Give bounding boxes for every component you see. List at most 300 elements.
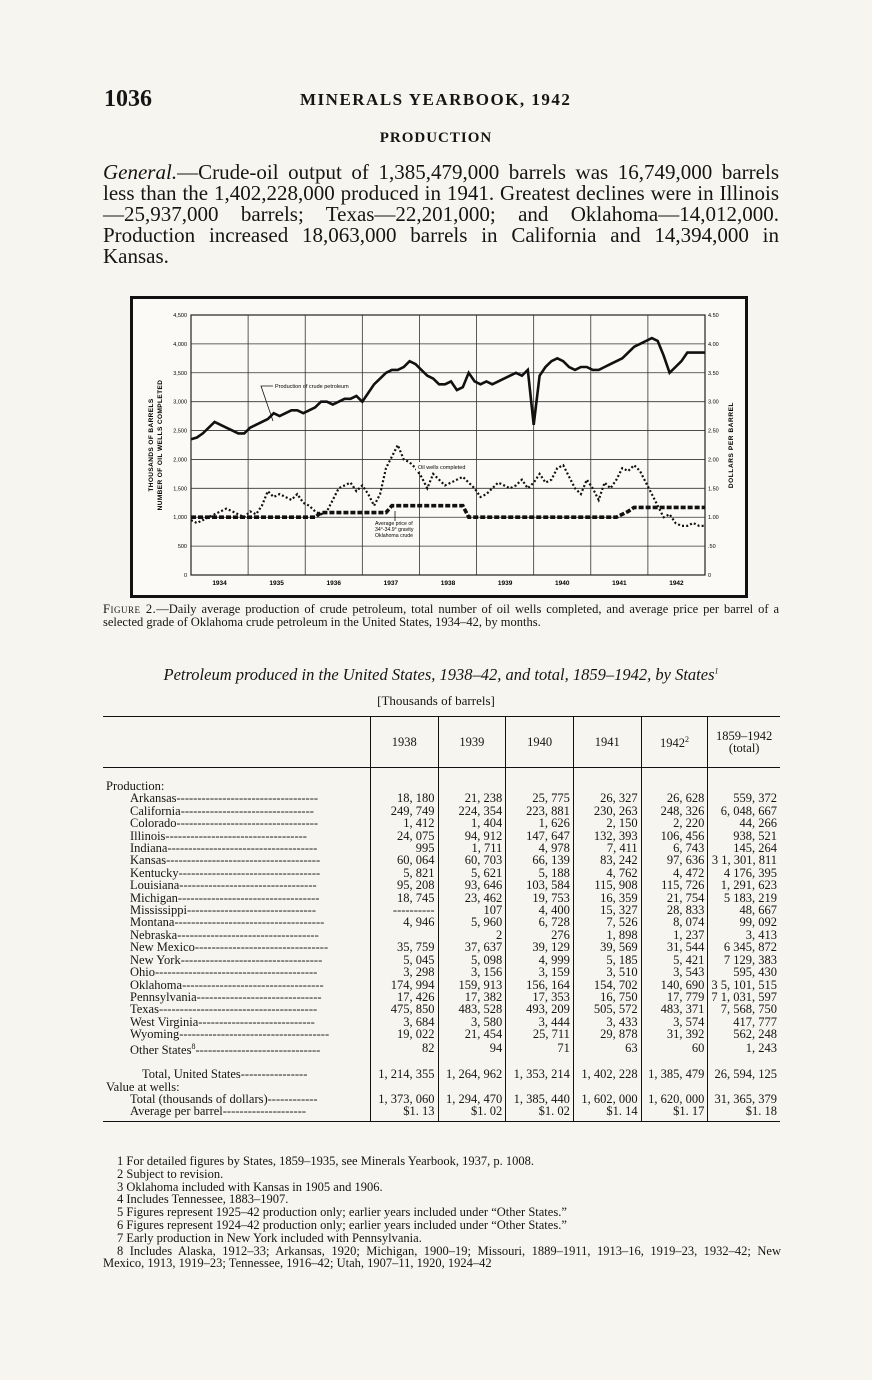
table-cell: 18, 180	[370, 792, 438, 804]
leader-dots: ------------------------------------	[179, 1027, 330, 1042]
row-name: New Mexico	[130, 940, 195, 955]
left-tick-label: 1,000	[173, 515, 187, 522]
table-row	[103, 854, 780, 866]
table-cell: 31, 544	[641, 941, 708, 953]
table-cell: 19, 753	[506, 892, 574, 904]
row-label	[103, 854, 370, 866]
table-cell: 4, 946	[370, 916, 438, 928]
intro-text: —Crude-oil output of 1,385,479,000 barrels was 16,749,000 barrels less than the 1,402,228,000 produced in 1941. Greatest declines were in Illinois—25,937,000 barrels; Texas—22,201,000; and Oklahoma—14,012,000. Production increased 18,063,000 barrels in California and 14,394,000 in Kansas.	[103, 160, 779, 268]
footnotes	[103, 1155, 781, 1270]
table-cell: 4, 762	[573, 867, 641, 879]
table-cell: 1, 898	[573, 929, 641, 941]
table-cell: 7, 526	[573, 916, 641, 928]
row-name: Arkansas	[130, 791, 177, 806]
footnote-7: 7 Early production in New York included with Pennsylvania.	[117, 1230, 422, 1245]
table-cell: 5, 188	[506, 867, 574, 879]
left-tick-label: 2,000	[173, 457, 187, 464]
table-cell: $1. 13	[370, 1105, 438, 1121]
table-cell: 3, 156	[438, 966, 506, 978]
left-tick-label: 500	[177, 544, 187, 551]
table-cell: 3, 684	[370, 1016, 438, 1028]
row-name: Michigan	[130, 890, 178, 905]
table-cell: 4, 978	[506, 842, 574, 854]
table-cell: 159, 913	[438, 979, 506, 991]
leader-dots: ---------------------------------	[179, 878, 317, 893]
row-label	[103, 1041, 370, 1057]
leader-dots: ----------------------------------	[178, 865, 321, 880]
value-row	[103, 1105, 780, 1121]
table-cell	[438, 768, 506, 781]
x-tick-label: 1940	[554, 580, 570, 587]
footnote-3: 3 Oklahoma included with Kansas in 1905 and 1906.	[117, 1179, 383, 1194]
table-cell: 83, 242	[573, 854, 641, 866]
table-cell: 21, 238	[438, 792, 506, 804]
table-cell: 28, 833	[641, 904, 708, 916]
table-cell: 19, 022	[370, 1028, 438, 1040]
table-cell: 24, 075	[370, 830, 438, 842]
footnote-1: 1 For detailed figures by States, 1859–1935, see Minerals Yearbook, 1937, p. 1008.	[117, 1154, 534, 1168]
table-cell: 156, 164	[506, 979, 574, 991]
footnote-2: 2 Subject to revision.	[117, 1166, 224, 1181]
x-tick-label: 1939	[497, 580, 513, 587]
table-cell: 17, 353	[506, 991, 574, 1003]
header-1940: 1940	[506, 717, 574, 768]
total-row	[103, 1068, 780, 1080]
left-tick-label: 0	[183, 573, 187, 579]
table-cell: 7, 411	[573, 842, 641, 854]
table-cell: 15, 327	[573, 904, 641, 916]
header-1939: 1939	[438, 717, 506, 768]
leader-dots: ------------------------------------	[174, 915, 325, 930]
table-cell: 5, 621	[438, 867, 506, 879]
table-cell: 248, 326	[641, 805, 708, 817]
page-number: 1036	[104, 86, 152, 112]
table-cell: 1, 711	[438, 842, 506, 854]
table-cell: 39, 569	[573, 941, 641, 953]
table-cell: 154, 702	[573, 979, 641, 991]
leader-dots: ----------------------------------	[165, 828, 307, 843]
price-annotation-1: Average price of	[375, 521, 413, 527]
table-cell: 1, 294, 470	[438, 1093, 506, 1105]
row-label	[103, 879, 370, 891]
row-name: Ohio	[130, 965, 155, 980]
row-name: Kentucky	[130, 865, 179, 880]
table-cell: $1. 14	[573, 1105, 641, 1121]
table-cell: 4 176, 395	[708, 867, 780, 879]
table-row	[103, 1028, 780, 1040]
left-tick-label: 4,000	[173, 341, 187, 348]
price-annotation-3: Oklahoma crude	[375, 533, 414, 539]
table-row	[103, 916, 780, 928]
table-cell: 1, 243	[708, 1041, 780, 1057]
table-cell: 2	[438, 929, 506, 941]
table-cell: 938, 521	[708, 830, 780, 842]
table-cell: 3, 433	[573, 1016, 641, 1028]
leader-dots: ------------------------------	[195, 1042, 321, 1057]
right-tick-label: 2.00	[708, 457, 719, 464]
table-cell: 21, 754	[641, 892, 708, 904]
table-cell: 4, 999	[506, 954, 574, 966]
table-cell: 1, 626	[506, 817, 574, 829]
row-name: Illinois	[130, 828, 166, 843]
running-head: MINERALS YEARBOOK, 1942	[300, 90, 572, 109]
x-tick-label: 1942	[669, 580, 684, 587]
row-label	[103, 1028, 370, 1040]
table-cell: 3 5, 101, 515	[708, 979, 780, 991]
table-cell	[708, 768, 780, 781]
table-cell: 37, 637	[438, 941, 506, 953]
left-tick-label: 2,500	[173, 428, 187, 435]
table-cell: 26, 628	[641, 792, 708, 804]
table-unit: [Thousands of barrels]	[377, 693, 495, 708]
leader-dots: --------------------------------------	[158, 1002, 318, 1017]
header-1942-label: 1942	[659, 736, 685, 751]
row-name: Total (thousands of dollars)	[130, 1091, 268, 1106]
table-cell: 1, 237	[641, 929, 708, 941]
table-cell	[370, 768, 438, 781]
row-name: Nebraska	[130, 927, 178, 942]
table-cell: 147, 647	[506, 830, 574, 842]
footnote-4: 4 Includes Tennessee, 1883–1907.	[117, 1192, 289, 1207]
table-cell: 94, 912	[438, 830, 506, 842]
row-name: Kansas	[130, 853, 167, 868]
table-cell: 3, 510	[573, 966, 641, 978]
price-annotation-2: 34°-34.9° gravity	[375, 527, 414, 533]
intro-paragraph	[103, 162, 779, 267]
table-cell: 7, 568, 750	[708, 1003, 780, 1015]
section-title: PRODUCTION	[379, 130, 493, 146]
table-cell: 35, 759	[370, 941, 438, 953]
row-label	[103, 792, 370, 804]
x-tick-label: 1938	[440, 580, 456, 587]
right-tick-label: 0	[708, 573, 712, 579]
table-cell: 3, 543	[641, 966, 708, 978]
leader-dots: ----------------------------------	[180, 952, 323, 967]
table-cell: 5, 821	[370, 867, 438, 879]
table-cell: 559, 372	[708, 792, 780, 804]
table-cell: 417, 777	[708, 1016, 780, 1028]
leader-dots: -------------------------------	[186, 903, 317, 918]
table-title-text: Petroleum produced in the United States, 1938–42, and total, 1859–1942, by States	[163, 665, 715, 684]
leader-dots: ----------------------------------	[176, 791, 319, 806]
chart-svg	[133, 299, 745, 595]
table-cell: 2, 220	[641, 817, 708, 829]
table-cell: 276	[506, 929, 574, 941]
table-cell: $1. 17	[641, 1105, 708, 1121]
table-cell: 5, 421	[641, 954, 708, 966]
table-cell: 1, 602, 000	[573, 1093, 641, 1105]
row-label	[103, 1105, 370, 1121]
table-cell: 16, 359	[573, 892, 641, 904]
leader-dots: ----------------------------	[198, 1014, 315, 1029]
table-cell: 93, 646	[438, 879, 506, 891]
table-cell: 4, 400	[506, 904, 574, 916]
figure-caption-text: —Daily average production of crude petroleum, total number of oil wells completed, and average price per barrel of a selected grade of Oklahoma crude petroleum in the United States, 1934–42, by months.	[103, 602, 779, 629]
table-header-row	[103, 717, 780, 768]
table-cell: $1. 02	[506, 1105, 574, 1121]
table-cell: 82	[370, 1041, 438, 1057]
table-cell: 493, 209	[506, 1003, 574, 1015]
table-cell: 7 1, 031, 597	[708, 991, 780, 1003]
production-pointer	[261, 386, 273, 421]
table-cell: 29, 878	[573, 1028, 641, 1040]
table-cell: 5, 045	[370, 954, 438, 966]
table-cell: 48, 667	[708, 904, 780, 916]
table-cell: 1, 385, 440	[506, 1093, 574, 1105]
table-cell: 3 1, 301, 811	[708, 854, 780, 866]
series-line-3	[191, 506, 705, 518]
table-cell: 6 345, 872	[708, 941, 780, 953]
table-row	[103, 879, 780, 891]
row-label	[103, 817, 370, 829]
right-tick-label: 4.50	[708, 313, 719, 319]
row-name: West Virginia	[130, 1014, 199, 1029]
value-label-row-label: Value at wells:	[106, 1079, 180, 1094]
table-cell: 3, 413	[708, 929, 780, 941]
table-cell: 223, 881	[506, 805, 574, 817]
table-cell: 562, 248	[708, 1028, 780, 1040]
leader-dots: --------------------------------	[180, 803, 314, 818]
table-cell: 3, 580	[438, 1016, 506, 1028]
table-cell	[506, 768, 574, 781]
table-cell: 1, 412	[370, 817, 438, 829]
left-tick-label: 3,500	[173, 370, 187, 377]
table-cell: 97, 636	[641, 854, 708, 866]
right-tick-label: 2.50	[708, 428, 719, 435]
table-cell: 505, 572	[573, 1003, 641, 1015]
table-row	[103, 941, 780, 953]
left-tick-label: 1,500	[173, 486, 187, 493]
table-cell: 26, 327	[573, 792, 641, 804]
leader-dots: ----------------------------------	[176, 816, 319, 831]
table-cell: 140, 690	[641, 979, 708, 991]
series-line-2	[191, 445, 705, 526]
table-cell: $1. 02	[438, 1105, 506, 1121]
table-cell: 224, 354	[438, 805, 506, 817]
x-tick-label: 1937	[383, 580, 399, 587]
table-cell: 145, 264	[708, 842, 780, 854]
table-cell: 103, 584	[506, 879, 574, 891]
table-cell: $1. 18	[708, 1105, 780, 1121]
table-body	[103, 768, 780, 1122]
table-cell: 1, 291, 623	[708, 879, 780, 891]
table-row	[103, 1003, 780, 1015]
leader-dots: ----------------------------------	[177, 890, 320, 905]
table-cell: 174, 994	[370, 979, 438, 991]
x-tick-label: 1934	[212, 580, 227, 587]
row-label	[103, 916, 370, 928]
table-cell: 7 129, 383	[708, 954, 780, 966]
x-tick-label: 1941	[612, 580, 627, 587]
leader-dots: ------------------------------------	[167, 841, 318, 856]
row-label	[103, 1068, 370, 1080]
table-cell: 249, 749	[370, 805, 438, 817]
production-label-row-label: Production:	[106, 779, 165, 793]
leader-dots: ---------------------------------------	[155, 965, 318, 980]
header-total: 1859–1942 (total)	[708, 717, 780, 768]
series-line-1	[191, 338, 705, 439]
table-cell: 5, 098	[438, 954, 506, 966]
table-cell: 6, 728	[506, 916, 574, 928]
left-axis-label-1: THOUSANDS OF BARRELS	[148, 398, 155, 492]
row-label	[103, 941, 370, 953]
table-title	[103, 665, 779, 685]
row-name: Average per barrel	[130, 1104, 223, 1119]
table-cell: 3, 159	[506, 966, 574, 978]
table-cell: 5, 185	[573, 954, 641, 966]
leader-dots: ----------------	[240, 1067, 308, 1082]
table-cell: 6, 048, 667	[708, 805, 780, 817]
table-cell: 26, 594, 125	[708, 1068, 780, 1080]
table-cell: 18, 745	[370, 892, 438, 904]
leader-dots: --------------------------------	[194, 940, 329, 955]
right-tick-label: 1.00	[708, 515, 719, 522]
table-cell: 1, 264, 962	[438, 1068, 506, 1080]
table-cell: 5, 960	[438, 916, 506, 928]
intro-lead: General.	[103, 160, 178, 184]
table-cell: 17, 382	[438, 991, 506, 1003]
row-name: Total, United States	[142, 1067, 241, 1082]
table-cell: 71	[506, 1041, 574, 1057]
leader-dots: ------------	[267, 1091, 318, 1106]
table-cell: 106, 456	[641, 830, 708, 842]
leader-dots: ----------------------------------	[182, 977, 324, 992]
right-tick-label: 4.00	[708, 341, 719, 348]
table-cell: 99, 092	[708, 916, 780, 928]
figure-caption	[103, 603, 779, 629]
table-cell: 60, 703	[438, 854, 506, 866]
table-cell: 60, 064	[370, 854, 438, 866]
figure-label: Figure 2.	[103, 602, 157, 616]
table-cell: 1, 402, 228	[573, 1068, 641, 1080]
table-cell: 95, 208	[370, 879, 438, 891]
wells-annotation: Oil wells completed	[418, 465, 466, 471]
table-cell: 1, 214, 355	[370, 1068, 438, 1080]
table-cell: 31, 392	[641, 1028, 708, 1040]
table-cell: 475, 850	[370, 1003, 438, 1015]
table-cell: 3, 298	[370, 966, 438, 978]
row-label	[103, 1003, 370, 1015]
table-cell: 16, 750	[573, 991, 641, 1003]
header-1942	[641, 717, 708, 768]
row-name: Wyoming	[130, 1027, 180, 1042]
table-cell: 66, 139	[506, 854, 574, 866]
table-cell: 94	[438, 1041, 506, 1057]
table-cell: 483, 528	[438, 1003, 506, 1015]
table-cell: 995	[370, 842, 438, 854]
right-tick-label: 1.50	[708, 486, 719, 493]
table-cell: 23, 462	[438, 892, 506, 904]
table-cell: 132, 393	[573, 830, 641, 842]
production-annotation: Production of crude petroleum	[275, 384, 349, 390]
table-cell	[641, 768, 708, 781]
row-name: Mississippi	[130, 903, 187, 918]
footnote-5: 5 Figures represent 1925–42 production only; earlier years included under “Other States.”	[117, 1205, 567, 1220]
table-cell: 483, 371	[641, 1003, 708, 1015]
table-cell: 1, 404	[438, 817, 506, 829]
table-cell: ----------	[370, 904, 438, 916]
table-cell: 25, 775	[506, 792, 574, 804]
row-name: Pennsylvania	[130, 989, 197, 1004]
table-cell: 44, 266	[708, 817, 780, 829]
table-title-note: 1	[714, 666, 719, 676]
table-cell: 5 183, 219	[708, 892, 780, 904]
table-row	[103, 792, 780, 804]
table-cell: 63	[573, 1041, 641, 1057]
table-row	[103, 1041, 780, 1057]
row-name: Oklahoma	[130, 977, 183, 992]
table-spacer	[103, 768, 780, 781]
table-cell: 595, 430	[708, 966, 780, 978]
table-row	[103, 817, 780, 829]
row-name: Other States	[130, 1042, 192, 1057]
row-name: Montana	[130, 915, 175, 930]
table-cell: 25, 711	[506, 1028, 574, 1040]
row-note: 8	[191, 1041, 196, 1051]
leader-dots: --------------------	[222, 1104, 307, 1119]
footnote-6: 6 Figures represent 1924–42 production only; earlier years included under “Other States.”	[117, 1217, 567, 1232]
header-1938: 1938	[370, 717, 438, 768]
table-cell: 6, 743	[641, 842, 708, 854]
left-tick-label: 4,500	[173, 313, 187, 319]
table-cell: 115, 726	[641, 879, 708, 891]
left-axis-label-2: NUMBER OF OIL WELLS COMPLETED	[157, 379, 164, 511]
row-label	[103, 966, 370, 978]
table-cell: 60	[641, 1041, 708, 1057]
row-name: Louisiana	[130, 878, 180, 893]
table-cell: 1, 385, 479	[641, 1068, 708, 1080]
table-cell: 3, 444	[506, 1016, 574, 1028]
leader-dots: -------------------------------------	[166, 853, 321, 868]
right-tick-label: 3.00	[708, 399, 719, 406]
table-cell: 4, 472	[641, 867, 708, 879]
table-cell: 107	[438, 904, 506, 916]
figure-2-chart	[130, 296, 748, 598]
row-name: Texas	[130, 1002, 159, 1017]
leader-dots: ------------------------------	[196, 989, 322, 1004]
x-tick-label: 1935	[269, 580, 284, 587]
table-cell: 1, 620, 000	[641, 1093, 708, 1105]
right-axis-label: DOLLARS PER BARREL	[728, 401, 735, 489]
row-name: California	[130, 803, 181, 818]
table-cell: 115, 908	[573, 879, 641, 891]
table-cell: 8, 074	[641, 916, 708, 928]
x-tick-label: 1936	[326, 580, 342, 587]
left-tick-label: 3,000	[173, 399, 187, 406]
table-cell: 31, 365, 379	[708, 1093, 780, 1105]
header-blank	[103, 717, 370, 768]
table-cell: 21, 454	[438, 1028, 506, 1040]
right-tick-label: 3.50	[708, 370, 719, 377]
table-cell: 17, 779	[641, 991, 708, 1003]
footnote-8: 8 Includes Alaska, 1912–33; Arkansas, 1920; Michigan, 1900–19; Missouri, 1889–1911, 1913–16, 1919–23, 1932–42; New Mexico, 1913, 1919–23; Tennessee, 1916–42; Utah, 1907–11, 1920, 1924–42	[103, 1243, 781, 1271]
header-1942-note: 2	[684, 735, 689, 745]
production-table	[103, 716, 780, 1122]
header-1941: 1941	[573, 717, 641, 768]
table-cell: 1, 353, 214	[506, 1068, 574, 1080]
table-cell: 2, 150	[573, 817, 641, 829]
leader-dots: ----------------------------------	[177, 927, 319, 942]
table-cell: 230, 263	[573, 805, 641, 817]
table-cell: 1, 373, 060	[370, 1093, 438, 1105]
table-cell: 39, 129	[506, 941, 574, 953]
row-name: New York	[130, 952, 181, 967]
table-cell	[573, 768, 641, 781]
row-name: Indiana	[130, 841, 168, 856]
right-tick-label: .50	[708, 544, 716, 551]
table-row	[103, 966, 780, 978]
table-cell: 17, 426	[370, 991, 438, 1003]
